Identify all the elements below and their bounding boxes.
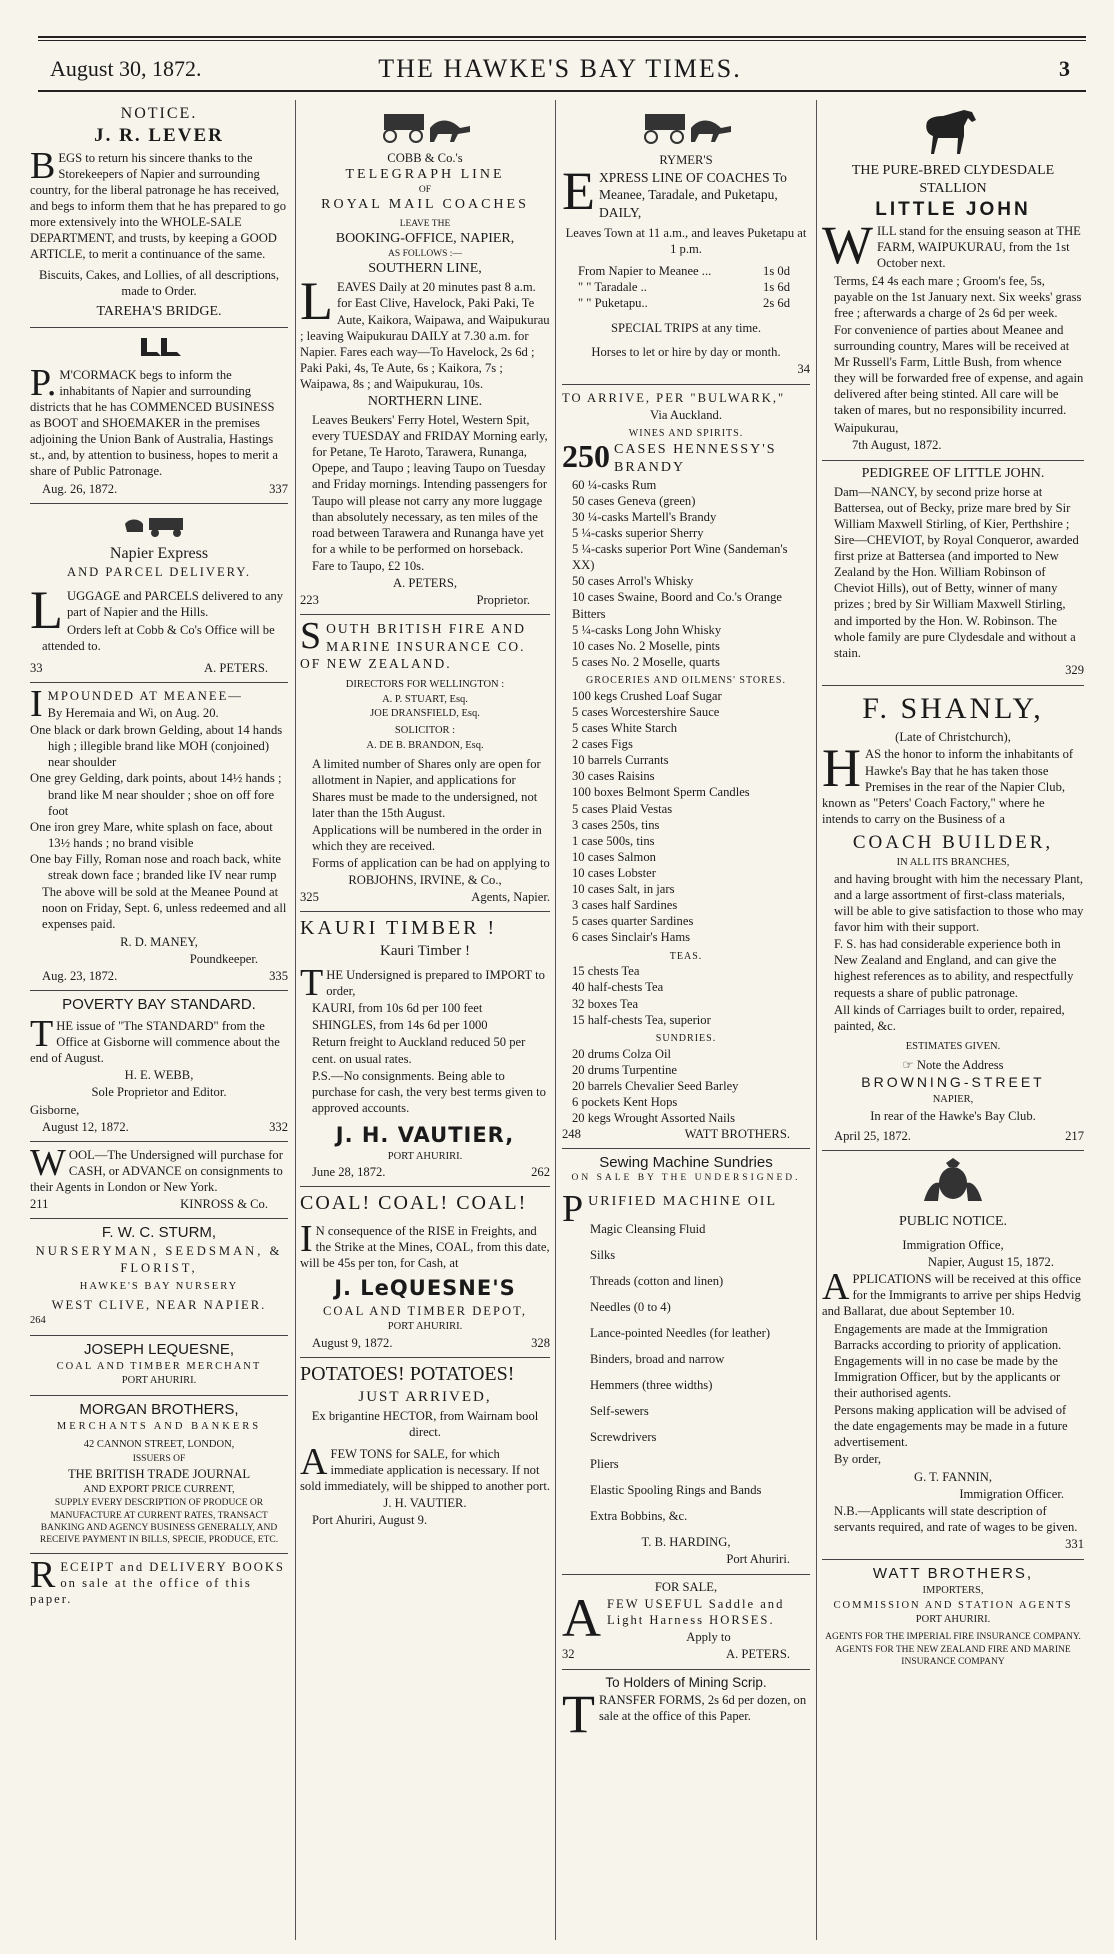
list-item: 3 cases 250s, tins xyxy=(572,817,660,832)
advert-body: Dam—NANCY, by second prize horse at Battersea, out of Becky, prize mare bred by Sir William Maxwell Stirling, of Kier, Perthshire ; Sire—CHEVIOT, by Royal Conqueror, awarded first prize at Battersea (and imported to New Zealand by the Hon. William Robinson of Cheviot Hills), out of Betty, winner of many prizes ; bred by Sir William Maxwell Stirling, and imported by the Hon. W. Robinson. The whole family are pure Clydesdale and without a stain. xyxy=(834,484,1079,660)
list-item: 5 cases quarter Sardines xyxy=(572,914,694,929)
public-notice-advert xyxy=(822,1151,1084,1560)
advert-title: PUBLIC NOTICE. xyxy=(898,1214,1008,1230)
advert-title: COBB & Co.'s xyxy=(387,151,463,166)
list-item: 20 drums Colza Oil xyxy=(572,1046,671,1061)
advert-body: The above will be sold at the Meanee Pound at noon on Friday, Sept. 6, unless redeemed and all expenses paid. xyxy=(42,885,287,932)
advert-trade: COAL AND TIMBER MERCHANT xyxy=(56,1360,262,1372)
advert-title: POTATOES! POTATOES! xyxy=(300,1362,515,1385)
advert-role: Immigration Officer. xyxy=(959,1486,1064,1501)
lever-advert xyxy=(30,100,288,328)
advert-title: Sewing Machine Sundries xyxy=(599,1154,773,1172)
advert-number: 248 xyxy=(562,1127,581,1142)
for-sale-advert xyxy=(562,1575,810,1670)
advert-number: 217 xyxy=(1065,1128,1084,1143)
advert-signature: A. PETERS. xyxy=(203,660,268,675)
advert-body: WILL stand for the ensuing season at THE FARM, WAIPUKURAU, from the 1st October next. xyxy=(822,215,1081,276)
list-item: One iron grey Mare, white splash on face, about 13½ hands ; no brand visible xyxy=(30,819,273,850)
headline-text: CASES HENNESSY'S BRANDY xyxy=(614,441,777,475)
category-heading: GROCERIES AND OILMENS' STORES. xyxy=(586,675,786,687)
kauri-advert xyxy=(300,912,550,1187)
advert-place: PORT AHURIRI. xyxy=(387,1150,463,1162)
advert-signature: ROBJOHNS, IRVINE, & Co., xyxy=(348,873,502,888)
teas-list xyxy=(562,963,810,1027)
advert-body: Biscuits, Cakes, and Lollies, of all descriptions, made to Order. xyxy=(39,267,279,298)
advert-leave: LEAVE THE xyxy=(399,219,451,230)
advert-number: 337 xyxy=(269,481,288,496)
advert-rear: In rear of the Hawke's Bay Club. xyxy=(870,1108,1036,1123)
advert-role: IMPORTERS, xyxy=(922,1585,984,1597)
table-row xyxy=(578,279,810,295)
parcel-cart-icon xyxy=(30,508,288,544)
coal-advert xyxy=(300,1187,550,1357)
list-item: 20 kegs Wrought Assorted Nails xyxy=(572,1111,735,1126)
list-item: 10 cases Lobster xyxy=(572,866,656,881)
morgan-advert xyxy=(30,1396,288,1554)
list-item: 5 ¼-casks Long John Whisky xyxy=(572,622,722,637)
masthead xyxy=(40,50,1080,86)
sundries-list xyxy=(562,1046,810,1127)
list-item: 60 ¼-casks Rum xyxy=(572,477,657,492)
list-item: Screwdrivers xyxy=(590,1430,657,1445)
sturm-advert xyxy=(30,1219,288,1335)
column-divider xyxy=(816,100,817,1940)
list-item: 5 cases Worcestershire Sauce xyxy=(572,704,720,719)
advert-apply: Apply to xyxy=(686,1630,731,1645)
advert-body: IN consequence of the RISE in Freights, and the Strike at the Mines, COAL, from this date, will be 45s per ton, for Cash, at xyxy=(300,1218,550,1271)
advert-address: WEST CLIVE, NEAR NAPIER. xyxy=(51,1298,267,1313)
advert-signature: R. D. MANEY, xyxy=(120,934,198,949)
advert-office: Immigration Office, xyxy=(902,1238,1004,1252)
list-item: One bay Filly, Roman nose and roach back, white streak down face ; branded like IV near rump xyxy=(30,851,281,883)
list-item: Extra Bobbins, &c. xyxy=(590,1508,688,1523)
advert-place: PORT AHURIRI. xyxy=(915,1614,991,1626)
list-item: 10 cases Salt, in jars xyxy=(572,882,675,897)
advert-body: P.S.—No consignments. Being able to purchase for cash, the very best terms given to approved accounts. xyxy=(312,1068,546,1115)
pointing-hand-icon: ☞ xyxy=(902,1058,917,1073)
list-item: One black or dark brown Gelding, about 14 hands high ; illegible brand like MOH (conjoined) near shoulder xyxy=(30,723,283,770)
advert-role: Poundkeeper. xyxy=(189,951,258,966)
advert-trade: COMMISSION AND STATION AGENTS xyxy=(833,1599,1073,1611)
advert-body: LEAVES Daily at 20 minutes past 8 a.m. for East Clive, Havelock, Paki Paki, Te Aute, Kaikora, Waipawa, and Waipukurau ; leaving Waipukurau DAILY at 7.30 a.m. for Napier. Fares each way—To Havelock, 2s 6d ; Paki Paki, 4s, Te Aute, 6s ; Kaikora, 7s ; Waipawa, 8s ; and Waipukurau, 10s. xyxy=(300,271,550,391)
newspaper-title: THE HAWKE'S BAY TIMES. xyxy=(378,54,742,83)
advert-title: SOUTH BRITISH FIRE AND MARINE INSURANCE CO. OF NEW ZEALAND. xyxy=(300,615,527,671)
fare-price: 2s 6d xyxy=(763,296,790,311)
clydesdale-advert xyxy=(822,100,1084,461)
wool-advert xyxy=(30,1142,288,1219)
advert-signature: KINROSS & Co. xyxy=(180,1197,268,1212)
advert-journal: AND EXPORT PRICE CURRENT, xyxy=(83,1484,235,1496)
advert-number: 325 xyxy=(300,890,319,905)
advert-place: PORT AHURIRI. xyxy=(387,1321,463,1333)
advert-number: 331 xyxy=(1065,1536,1084,1551)
rymer-advert xyxy=(562,100,810,385)
list-item: One grey Gelding, dark points, about 14½ hands ; brand like M near shoulder ; shoe on off fore foot xyxy=(30,771,282,818)
top-rule xyxy=(38,36,1086,38)
wines-list xyxy=(562,477,810,670)
advert-body: TRANSFER FORMS, 2s 6d per dozen, on sale at the office of this Paper. xyxy=(562,1683,807,1744)
potatoes-advert xyxy=(300,1358,550,1536)
advert-body: For convenience of parties about Meanee and surrounding country, Mares will be received at Mr Russell's Farm, Little Bush, from whence they will be forwarded free of expense, and again delivered after being stinted. All care will be taken of mares, but no responsibility incurred. xyxy=(834,322,1084,418)
advert-special: SPECIAL TRIPS at any time. xyxy=(610,320,762,335)
advert-number: 329 xyxy=(1065,662,1084,677)
list-item: 20 barrels Chevalier Seed Barley xyxy=(572,1078,739,1093)
fare-price: 1s 0d xyxy=(763,264,790,279)
stallion-name: LITTLE JOHN xyxy=(875,198,1031,220)
advert-body: HAS the honor to inform the inhabitants of Hawke's Bay that he has taken those Premises in the rear of the Napier Club, known as "Peters' Coach Factory," where he intends to carry on the Business of a xyxy=(822,738,1074,826)
advert-subtitle: Kauri Timber ! xyxy=(380,942,470,959)
category-heading: TEAS. xyxy=(669,950,703,962)
page-number: 3 xyxy=(1059,56,1070,81)
advert-signature: G. T. FANNIN, xyxy=(913,1469,992,1484)
advert-date: August 9, 1872. xyxy=(312,1335,393,1350)
advert-body: APPLICATIONS will be received at this office for the Immigrants to arrive per ships Hedvig and Ballarat, due about September 10. xyxy=(822,1266,1081,1319)
advert-body: Forms of application can be had on applying to xyxy=(312,855,550,870)
advert-horses: Horses to let or hire by day or month. xyxy=(591,344,781,359)
advert-subtitle: AND PARCEL DELIVERY. xyxy=(66,565,252,580)
masthead-rule xyxy=(38,90,1086,92)
advert-office: BOOKING-OFFICE, NAPIER, xyxy=(335,231,515,247)
advert-number: 223 xyxy=(300,593,319,608)
advert-order: By order, xyxy=(834,1452,882,1467)
advert-leaves: Leaves Town at 11 a.m., and leaves Puketapu at 1 p.m. xyxy=(565,226,807,257)
advert-body: LUGGAGE and PARCELS delivered to any part of Napier and the Hills. xyxy=(30,580,284,641)
advert-description: SUPPLY EVERY DESCRIPTION OF PRODUCE OR MANUFACTURE AT CURRENT RATES, TRANSACT BANKING AND AGENCY BUSINESS GENERALLY, AND RECEIVE PAYMENT IN BILLS, SPECIE, PRODUCE, ETC. xyxy=(39,1498,279,1545)
list-item: 40 half-chests Tea xyxy=(572,980,664,995)
advert-place: PORT AHURIRI. xyxy=(121,1375,197,1387)
advert-number: 211 xyxy=(30,1197,49,1212)
list-item: Pliers xyxy=(590,1456,619,1471)
receipt-advert xyxy=(30,1554,288,1614)
advert-street: BROWNING-STREET xyxy=(861,1074,1045,1091)
advert-location: TAREHA'S BRIDGE. xyxy=(96,303,222,319)
coach-icon xyxy=(562,104,810,152)
advert-oil: PURIFIED MACHINE OIL xyxy=(562,1187,778,1230)
advert-body: BEGS to return his sincere thanks to the Storekeepers of Napier and surrounding country, for the liberal patronage he has received, and begs to inform them that he has prepared to go more extensively into the WHOLE-SALE DEPARTMENT, and trusts, by keeping a GOOD ARTICLE, to merit a continuance of the same. xyxy=(30,144,287,262)
category-heading: WINES AND SPIRITS. xyxy=(628,428,744,440)
list-item: 1 case 500s, tins xyxy=(572,833,655,848)
list-item: 5 cases Plaid Vestas xyxy=(572,801,673,816)
column-4 xyxy=(822,100,1084,1945)
headline-number: 250 xyxy=(562,437,610,474)
advert-body: P.M'CORMACK begs to inform the inhabitants of Napier and surrounding districts that he has COMMENCED BUSINESS as BOOT and SHOEMAKER in the premises adjoining the Union Bank of Australia, Hastings st., and, by attention to business, hopes to merit a share of Public Patronage. xyxy=(30,361,278,479)
impounded-list xyxy=(30,722,288,883)
advert-signature: A. PETERS, xyxy=(392,576,458,591)
list-item: 15 half-chests Tea, superior xyxy=(572,1012,711,1027)
advert-title: To Holders of Mining Scrip. xyxy=(605,1674,767,1690)
advert-body: Return freight to Auckland reduced 50 per cent. on usual rates. xyxy=(312,1035,526,1066)
list-item: 5 ¼-casks superior Sherry xyxy=(572,526,704,541)
advert-title: PEDIGREE OF LITTLE JOHN. xyxy=(861,465,1045,481)
list-item: Threads (cotton and linen) xyxy=(590,1273,724,1288)
bulwark-advert xyxy=(562,385,810,1149)
advert-title: MORGAN BROTHERS, xyxy=(79,1400,239,1418)
list-item: 5 cases White Starch xyxy=(572,721,678,736)
category-heading: SUNDRIES. xyxy=(655,1032,717,1044)
column-divider xyxy=(295,100,296,1940)
advert-body: RECEIPT and DELIVERY BOOKS on sale at the office of this paper. xyxy=(30,1554,285,1607)
advert-title: IMPOUNDED AT MEANEE— xyxy=(30,682,243,725)
advert-title: Napier Express xyxy=(109,544,209,562)
mccormack-advert xyxy=(30,328,288,504)
list-item: 30 ¼-casks Martell's Brandy xyxy=(572,509,717,524)
advert-line: TELEGRAPH LINE xyxy=(345,167,505,183)
list-item: 30 cases Raisins xyxy=(572,769,655,784)
advert-role: Sole Proprietor and Editor. xyxy=(91,1085,227,1100)
fare-price: 1s 6d xyxy=(763,280,790,295)
advert-price: SHINGLES, from 14s 6d per 1000 xyxy=(312,1018,488,1033)
watt-brothers-advert xyxy=(822,1560,1084,1675)
advert-number: 328 xyxy=(531,1335,550,1350)
advert-director: A. P. STUART, Esq. xyxy=(382,693,468,705)
fares-table xyxy=(562,263,810,311)
advert-body: Orders left at Cobb & Co's Office will be attended to. xyxy=(42,622,275,653)
advert-of: OF xyxy=(418,185,432,196)
napier-express-advert xyxy=(30,504,288,683)
advert-nursery: HAWKE'S BAY NURSERY xyxy=(79,1280,239,1292)
shanly-advert xyxy=(822,686,1084,1151)
mining-scrip-advert xyxy=(562,1670,810,1744)
column-divider xyxy=(555,100,556,1940)
advert-director: JOE DRANSFIELD, Esq. xyxy=(370,707,480,719)
advert-date: Aug. 23, 1872. xyxy=(42,968,118,983)
sewing-advert xyxy=(562,1149,810,1575)
list-item: 10 cases No. 2 Moselle, pints xyxy=(572,638,720,653)
groceries-list xyxy=(562,688,810,946)
list-item: 50 cases Arrol's Whisky xyxy=(572,574,694,589)
advert-body: F. S. has had considerable experience both in New Zealand and England, and can give the highest references as to ability, and respectfully requests a share of public patronage. xyxy=(834,937,1074,1000)
advert-title: POVERTY BAY STANDARD. xyxy=(62,995,256,1013)
list-item: Binders, broad and narrow xyxy=(590,1352,725,1367)
fare-route: " " Puketapu.. xyxy=(578,296,648,311)
top-rule-thin xyxy=(38,40,1086,41)
horse-icon xyxy=(822,104,1084,162)
advert-number: 264 xyxy=(30,1315,46,1327)
advert-branches: IN ALL ITS BRANCHES, xyxy=(896,857,1010,869)
advert-journal: THE BRITISH TRADE JOURNAL xyxy=(67,1466,251,1481)
advert-date: April 25, 1872. xyxy=(834,1128,911,1143)
advert-place: Gisborne, xyxy=(30,1102,80,1117)
list-item: Needles (0 to 4) xyxy=(590,1299,671,1314)
poverty-bay-advert xyxy=(30,991,288,1142)
fare-route: From Napier to Meanee ... xyxy=(578,264,712,279)
advert-number: 32 xyxy=(562,1647,575,1662)
column-2 xyxy=(300,100,550,1945)
list-item: 10 cases Salmon xyxy=(572,849,656,864)
advert-signature: H. E. WEBB, xyxy=(124,1068,194,1083)
advert-address: 42 CANNON STREET, LONDON, xyxy=(83,1439,235,1451)
advert-note xyxy=(822,1057,1084,1073)
advert-agent: AGENTS FOR THE IMPERIAL FIRE INSURANCE COMPANY. xyxy=(825,1631,1081,1642)
advert-title: F. SHANLY, xyxy=(862,691,1044,725)
advert-date: Aug. 26, 1872. xyxy=(42,481,118,496)
advert-note-text: Note the Address xyxy=(916,1058,1004,1073)
advert-issuers: ISSUERS OF xyxy=(132,1453,186,1464)
advert-via: Via Auckland. xyxy=(650,408,722,422)
cobb-advert xyxy=(300,100,550,615)
advert-fare: Fare to Taupo, £2 10s. xyxy=(312,558,425,573)
advert-date: Napier, August 15, 1872. xyxy=(927,1255,1054,1270)
advert-role: Agents, Napier. xyxy=(471,890,550,905)
list-item: 32 boxes Tea xyxy=(572,996,639,1011)
advert-trade: NURSERYMAN, SEEDSMAN, & FLORIST, xyxy=(35,1244,283,1275)
advert-title: WATT BROTHERS, xyxy=(872,1565,1034,1583)
boot-icon xyxy=(30,332,288,366)
list-item: 5 ¼-casks superior Port Wine (Sandeman's XX) xyxy=(572,542,788,573)
advert-trade: MERCHANTS AND BANKERS xyxy=(56,1420,262,1432)
advert-signature: J. H. VAUTIER, xyxy=(335,1123,515,1148)
advert-signature: T. B. HARDING, xyxy=(641,1534,731,1549)
fare-route: " " Taradale .. xyxy=(578,280,647,295)
list-item: 10 barrels Currants xyxy=(572,753,669,768)
list-item: Magic Cleansing Fluid xyxy=(590,1221,706,1236)
coach-icon xyxy=(300,104,550,150)
advert-title: COAL! COAL! COAL! xyxy=(300,1192,528,1215)
list-item: 6 cases Sinclair's Hams xyxy=(572,930,691,945)
advert-date: Port Ahuriri, August 9. xyxy=(312,1513,428,1528)
advert-price: KAURI, from 10s 6d per 100 feet xyxy=(312,1001,483,1016)
advert-depot: COAL AND TIMBER DEPOT, xyxy=(323,1304,527,1319)
advert-title: RYMER'S xyxy=(659,153,713,168)
pedigree-advert xyxy=(822,461,1084,686)
list-item: Hemmers (three widths) xyxy=(590,1378,713,1393)
impounded-advert xyxy=(30,683,288,991)
advert-body: THE issue of "The STANDARD" from the Office at Gisborne will commence about the end of August. xyxy=(30,1013,280,1066)
northern-line-heading: NORTHERN LINE. xyxy=(367,394,483,410)
advert-date: August 12, 1872. xyxy=(42,1119,129,1134)
advert-body: EXPRESS LINE OF COACHES To Meanee, Taradale, and Puketapu, DAILY, xyxy=(562,161,787,222)
advert-late: (Late of Christchurch), xyxy=(895,730,1011,745)
list-item: 10 cases Swaine, Boord and Co.'s Orange Bitters xyxy=(572,590,783,621)
list-item: 5 cases No. 2 Moselle, quarts xyxy=(572,654,720,669)
advert-body: Applications will be numbered in the order in which they are received. xyxy=(312,822,542,853)
list-item: 100 boxes Belmont Sperm Candles xyxy=(572,785,750,800)
list-item: 50 cases Geneva (green) xyxy=(572,493,696,508)
advert-title: FOR SALE, xyxy=(654,1580,718,1595)
list-item: 15 chests Tea xyxy=(572,964,640,979)
advert-trade: COACH BUILDER, xyxy=(852,832,1054,854)
advert-from: Ex brigantine HECTOR, from Wairnam bool direct. xyxy=(311,1408,539,1439)
advert-body: AFEW USEFUL Saddle and Light Harness HORSES. xyxy=(562,1588,785,1649)
advert-place: Waipukurau, xyxy=(834,420,899,435)
notice-heading: NOTICE. xyxy=(120,105,198,122)
advert-signature: J. LeQUESNE'S xyxy=(334,1276,516,1301)
advert-date: 7th August, 1872. xyxy=(852,437,942,452)
advert-number: 262 xyxy=(531,1165,550,1180)
advert-subtitle: JUST ARRIVED, xyxy=(358,1388,492,1405)
advert-signature: WATT BROTHERS. xyxy=(684,1127,790,1142)
advert-town: NAPIER, xyxy=(932,1094,974,1106)
list-item: Lance-pointed Needles (for leather) xyxy=(590,1325,771,1340)
advert-body: THE Undersigned is prepared to IMPORT to order, xyxy=(300,962,545,1005)
advert-title: F. W. C. STURM, xyxy=(101,1224,217,1242)
advert-body: AFEW TONS for SALE, for which immediate application is necessary. If not sold immediately, will be shipped to another port. xyxy=(300,1440,550,1494)
list-item: 100 kegs Crushed Loaf Sugar xyxy=(572,688,722,703)
advert-body: All kinds of Carriages built to order, repaired, painted, &c. xyxy=(834,1002,1065,1033)
lequesne-advert xyxy=(30,1336,288,1396)
advert-place: Port Ahuriri. xyxy=(726,1551,790,1566)
advert-body: Engagements are made at the Immigration Barracks according to priority of application. Engagements will in no case be made by the Immigration Officer, but by the applicants or their authorised agents. xyxy=(834,1321,1062,1400)
column-1 xyxy=(30,100,288,1945)
advert-subtitle: ON SALE BY THE UNDERSIGNED. xyxy=(571,1173,801,1184)
advert-body: By Heremaia and Wi, on Aug. 20. xyxy=(47,706,219,720)
advert-title: KAURI TIMBER ! xyxy=(300,917,498,940)
sewing-list xyxy=(562,1221,810,1524)
advert-number: 33 xyxy=(30,660,43,675)
southern-line-heading: SOUTHERN LINE, xyxy=(368,261,482,277)
column-3 xyxy=(562,100,810,1945)
advert-title: TO ARRIVE, PER "BULWARK," xyxy=(562,390,786,405)
table-row xyxy=(578,263,810,279)
advertiser-name: J. R. LEVER xyxy=(94,125,224,147)
advert-number: 332 xyxy=(269,1119,288,1134)
royal-arms-icon xyxy=(822,1155,1084,1213)
list-item: 20 drums Turpentine xyxy=(572,1062,677,1077)
advert-follows: AS FOLLOWS :— xyxy=(388,249,462,260)
list-item: Silks xyxy=(590,1247,616,1262)
advert-signature: J. H. VAUTIER. xyxy=(383,1496,467,1511)
list-item: 2 cases Figs xyxy=(572,737,633,752)
advert-terms: Terms, £4 4s each mare ; Groom's fee, 5s, payable on the 1st January next. Six weeks' grass free ; afterwards a charge of 2s 6d per week. xyxy=(834,273,1082,320)
advert-solicitor: A. DE B. BRANDON, Esq. xyxy=(366,739,484,751)
advert-line: ROYAL MAIL COACHES xyxy=(321,197,529,213)
list-item: 3 cases half Sardines xyxy=(572,898,678,913)
advert-role: Proprietor. xyxy=(476,593,530,608)
advert-signature: A. PETERS. xyxy=(725,1647,790,1662)
advert-solicitor-label: SOLICITOR : xyxy=(394,725,456,737)
issue-date: August 30, 1872. xyxy=(50,56,202,81)
advert-title: THE PURE-BRED CLYDESDALE STALLION xyxy=(851,163,1055,197)
advert-number: 335 xyxy=(269,968,288,983)
advert-nb: N.B.—Applicants will state description of servants required, and rate of wages to be given. xyxy=(834,1503,1078,1534)
advert-number: 34 xyxy=(797,361,810,376)
south-british-advert xyxy=(300,615,550,912)
advert-body: WOOL—The Undersigned will purchase for CASH, or ADVANCE on consignments to their Agents in London or New York. xyxy=(30,1141,283,1195)
advert-estimates: ESTIMATES GIVEN. xyxy=(905,1040,1001,1052)
advert-title: JOSEPH LEQUESNE, xyxy=(83,1340,235,1358)
table-row xyxy=(578,295,810,311)
list-item: 6 pockets Kent Hops xyxy=(572,1094,678,1109)
advert-date: June 28, 1872. xyxy=(312,1165,386,1180)
advert-directors: DIRECTORS FOR WELLINGTON : xyxy=(345,679,505,691)
advert-body: and having brought with him the necessary Plant, and a large assortment of first-class materials, will be able to give satisfaction to those who may favor him with their support. xyxy=(834,871,1084,935)
list-item: Self-sewers xyxy=(590,1404,649,1419)
advert-body: Leaves Beukers' Ferry Hotel, Western Spit, every TUESDAY and FRIDAY Morning early, for Petane, Te Haroto, Tarawera, Runanga, Opepe, and Taupo ; leaving Taupo on Tuesday and Friday mornings. Intending passengers for Taupo will please not carry any more luggage than absolutely necessary, as ten miles of the road between Tarawera and Runanga have yet for a while to be performed on horseback. xyxy=(312,412,548,556)
list-item: Elastic Spooling Rings and Bands xyxy=(590,1482,762,1497)
advert-body: Persons making application will be advised of the date engagements may be made in a future advertisement. xyxy=(834,1403,1068,1450)
advert-agent: AGENTS FOR THE NEW ZEALAND FIRE AND MARINE INSURANCE COMPANY xyxy=(835,1644,1071,1667)
advert-body: A limited number of Shares only are open for allotment in Napier, and applications for Shares must be made to the undersigned, not later than the 15th August. xyxy=(312,757,541,820)
